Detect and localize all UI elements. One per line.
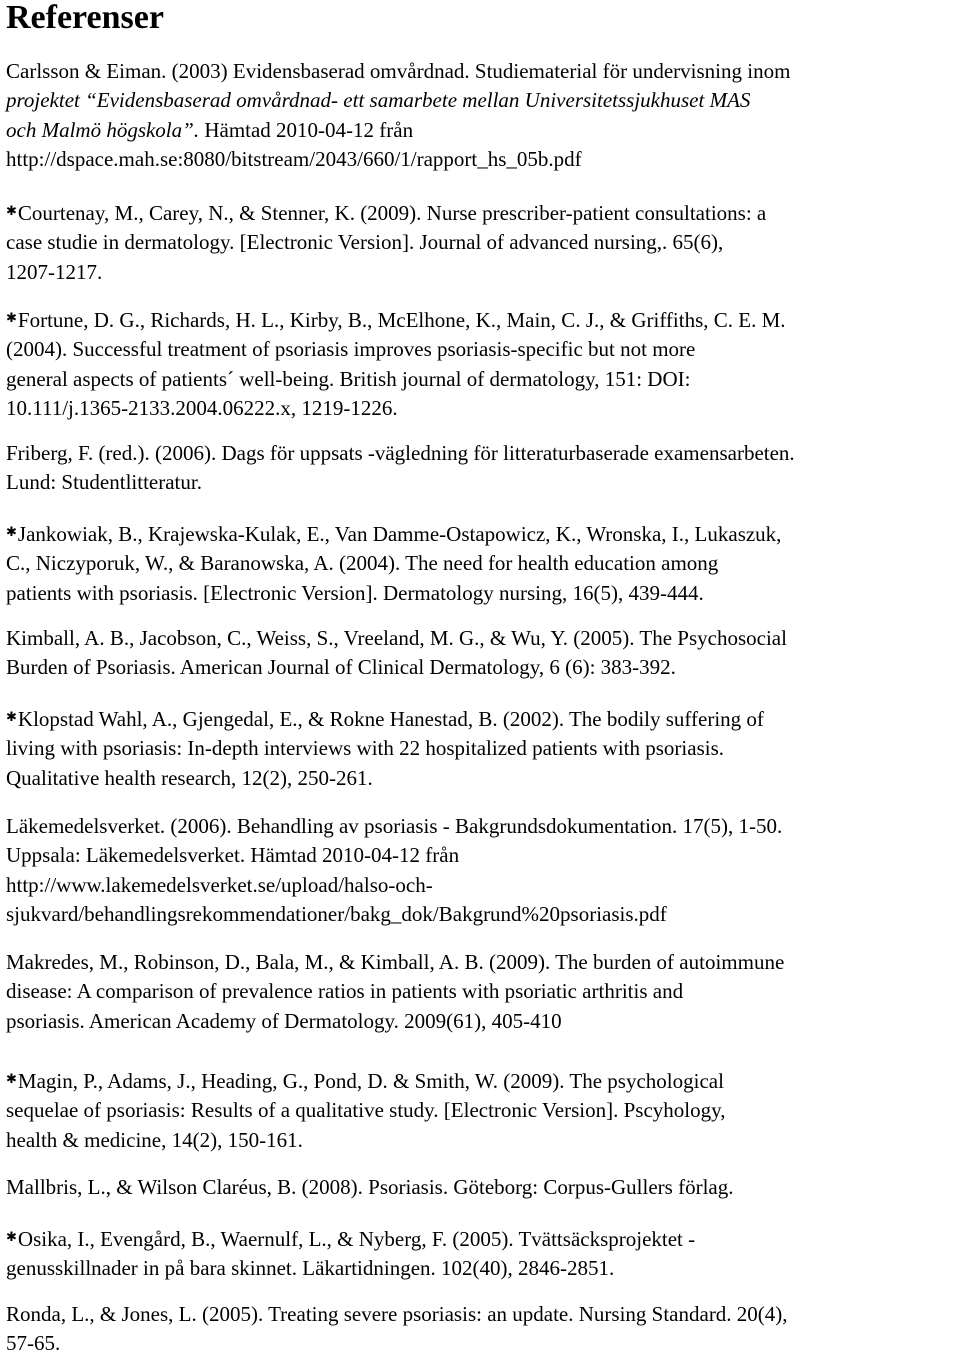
reference-text: Jankowiak, B., Krajewska-Kulak, E., Van Damme-Ostapowicz, K., Wronska, I., Lukaszuk,: [17, 522, 782, 546]
reference-italic-text: och Malmö högskola”.: [6, 117, 200, 142]
reference-line: [6, 365, 956, 394]
reference-line: [6, 1300, 956, 1329]
reference-text: Osika, I., Evengård, B., Waernulf, L., & Nyberg, F. (2005). Tvättsäcksprojektet -: [17, 1227, 696, 1251]
reference-line: [6, 1329, 956, 1358]
reference-text: Courtenay, M., Carey, N., & Stenner, K. (2009). Nurse prescriber-patient consultations: a: [17, 201, 767, 225]
reference-entry: [6, 948, 956, 1036]
reference-text: 10.111/j.1365-2133.2004.06222.x, 1219-1226.: [6, 395, 398, 420]
reference-text: disease: A comparison of prevalence ratios in patients with psoriatic arthritis and: [6, 979, 684, 1004]
reference-line: [6, 228, 956, 257]
reference-line: [6, 764, 956, 793]
reference-text: genusskillnader in på bara skinnet. Läkartidningen. 102(40), 2846-2851.: [6, 1256, 615, 1281]
reference-line: [6, 439, 956, 468]
reference-line: [6, 394, 956, 423]
asterisk-icon: ✱: [6, 310, 17, 325]
reference-entry: [6, 196, 956, 287]
asterisk-icon: ✱: [6, 1229, 17, 1244]
reference-text: 57-65.: [6, 1331, 61, 1356]
reference-line: [6, 57, 956, 86]
reference-text: psoriasis. American Academy of Dermatology. 2009(61), 405-410: [6, 1008, 562, 1033]
page-title: Referenser: [6, 0, 164, 36]
reference-text: Lund: Studentlitteratur.: [6, 470, 202, 495]
reference-text: http://dspace.mah.se:8080/bitstream/2043/660/1/rapport_hs_05b.pdf: [6, 146, 582, 171]
reference-text: Mallbris, L., & Wilson Claréus, B. (2008). Psoriasis. Göteborg: Corpus-Gullers förlag.: [6, 1175, 734, 1199]
reference-entry: [6, 702, 956, 793]
reference-entry: [6, 303, 956, 423]
reference-entry: [6, 1064, 956, 1155]
reference-line: [6, 653, 956, 682]
reference-entry: [6, 1300, 956, 1359]
reference-text: (2004). Successful treatment of psoriasis improves psoriasis-specific but not more: [6, 337, 696, 362]
reference-line: [6, 196, 956, 228]
reference-text: Ronda, L., & Jones, L. (2005). Treating severe psoriasis: an update. Nursing Standard. 20(4),: [6, 1302, 788, 1326]
reference-entry: [6, 1173, 956, 1202]
reference-text: living with psoriasis: In-depth interviews with 22 hospitalized patients with psoriasis.: [6, 736, 724, 761]
reference-line: [6, 1064, 956, 1096]
reference-line: [6, 86, 956, 115]
asterisk-icon: ✱: [6, 709, 17, 724]
reference-text: Qualitative health research, 12(2), 250-261.: [6, 765, 373, 790]
reference-italic-text: projektet “Evidensbaserad omvårdnad- ett samarbete mellan Universitetssjukhuset MAS: [6, 88, 751, 113]
reference-text: 1207-1217.: [6, 259, 103, 284]
reference-entry: [6, 812, 956, 929]
reference-text: Carlsson & Eiman. (2003) Evidensbaserad omvårdnad. Studiematerial för undervisning inom: [6, 59, 791, 83]
reference-line: [6, 303, 956, 335]
reference-text: sequelae of psoriasis: Results of a qualitative study. [Electronic Version]. Pscyhology,: [6, 1098, 726, 1123]
reference-text: case studie in dermatology. [Electronic Version]. Journal of advanced nursing,. 65(6),: [6, 230, 724, 255]
reference-line: [6, 145, 956, 174]
reference-line: [6, 468, 956, 497]
reference-text: health & medicine, 14(2), 150-161.: [6, 1127, 303, 1152]
reference-line: [6, 1173, 956, 1202]
asterisk-icon: ✱: [6, 203, 17, 218]
reference-text: Kimball, A. B., Jacobson, C., Weiss, S., Vreeland, M. G., & Wu, Y. (2005). The Psychosocial: [6, 626, 787, 650]
reference-line: [6, 335, 956, 364]
reference-text: patients with psoriasis. [Electronic Version]. Dermatology nursing, 16(5), 439-444.: [6, 580, 704, 605]
reference-text: C., Niczyporuk, W., & Baranowska, A. (2004). The need for health education among: [6, 551, 719, 576]
reference-text: Uppsala: Läkemedelsverket. Hämtad 2010-04-12 från: [6, 843, 460, 868]
reference-entry: [6, 624, 956, 683]
asterisk-icon: ✱: [6, 524, 17, 539]
reference-text: Läkemedelsverket. (2006). Behandling av psoriasis - Bakgrundsdokumentation. 17(5), 1-50.: [6, 814, 783, 838]
reference-line: [6, 258, 956, 287]
asterisk-icon: ✱: [6, 1071, 17, 1086]
reference-text: Friberg, F. (red.). (2006). Dags för uppsats -vägledning för litteraturbaserade examensarbeten.: [6, 441, 795, 465]
reference-line: [6, 1007, 956, 1036]
reference-line: [6, 871, 956, 900]
reference-entry: [6, 1222, 956, 1284]
reference-line: [6, 841, 956, 870]
reference-text: Makredes, M., Robinson, D., Bala, M., & Kimball, A. B. (2009). The burden of autoimmune: [6, 950, 785, 974]
reference-text: Hämtad 2010-04-12 från: [199, 117, 414, 142]
reference-entry: [6, 57, 956, 174]
reference-line: [6, 734, 956, 763]
reference-text: general aspects of patients´ well-being. British journal of dermatology, 151: DOI:: [6, 366, 691, 391]
reference-line: [6, 579, 956, 608]
reference-text: Fortune, D. G., Richards, H. L., Kirby, B., McElhone, K., Main, C. J., & Griffiths, C. E. M.: [17, 308, 786, 332]
reference-text: Klopstad Wahl, A., Gjengedal, E., & Rokne Hanestad, B. (2002). The bodily suffering of: [17, 707, 764, 731]
reference-line: [6, 1096, 956, 1125]
reference-line: [6, 549, 956, 578]
reference-line: [6, 116, 956, 145]
reference-line: [6, 517, 956, 549]
reference-text: sjukvard/behandlingsrekommendationer/bakg_dok/Bakgrund%20psoriasis.pdf: [6, 901, 667, 926]
reference-text: Magin, P., Adams, J., Heading, G., Pond, D. & Smith, W. (2009). The psychological: [17, 1069, 724, 1093]
reference-line: [6, 702, 956, 734]
reference-entry: [6, 517, 956, 608]
reference-line: [6, 812, 956, 841]
reference-line: [6, 948, 956, 977]
reference-text: http://www.lakemedelsverket.se/upload/halso-och-: [6, 872, 433, 897]
reference-line: [6, 1126, 956, 1155]
reference-entry: [6, 439, 956, 498]
reference-line: [6, 624, 956, 653]
reference-line: [6, 1222, 956, 1254]
reference-line: [6, 900, 956, 929]
reference-line: [6, 977, 956, 1006]
reference-line: [6, 1254, 956, 1283]
reference-text: Burden of Psoriasis. American Journal of Clinical Dermatology, 6 (6): 383-392.: [6, 655, 676, 680]
